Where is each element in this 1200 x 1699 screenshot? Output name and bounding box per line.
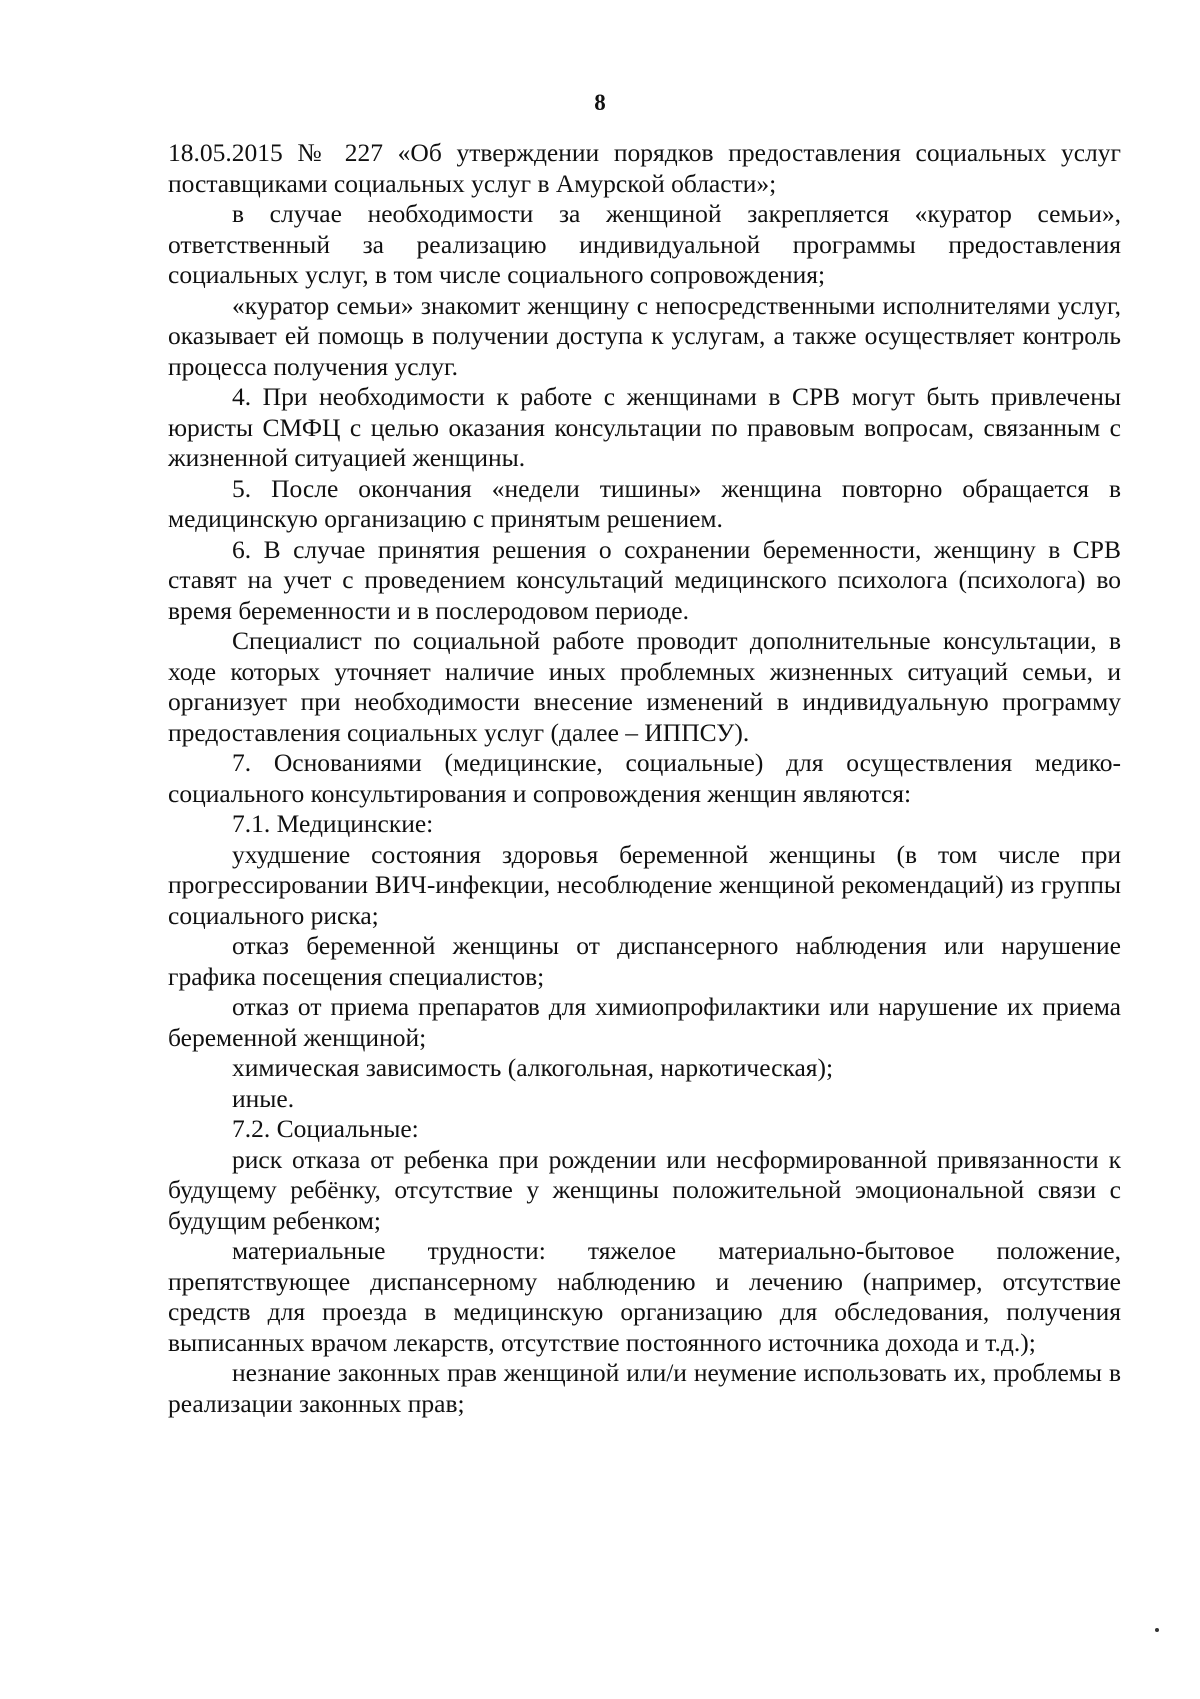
paragraph-social-worker: Специалист по социальной работе проводит дополнительные консультации, в ходе которых уточняет наличие иных проблемных жизненных ситуаций семьи, и организует при необходимости внесение изменений в индивидуальную программу предоставления социальных услуг (далее – ИППСУ). bbox=[168, 626, 1121, 747]
list-item: материальные трудности: тяжелое материально-бытовое положение, препятствующее диспансерному наблюдению и лечению (например, отсутствие средств для проезда в медицинскую организацию для обследования, получения выписанных врачом лекарств, отсутствие постоянного источника дохода и т.д.); bbox=[168, 1236, 1121, 1357]
paragraph-item-7: 7. Основаниями (медицинские, социальные) для осуществления медико-социального консультирования и сопровождения женщин являются: bbox=[168, 748, 1121, 808]
paragraph-item-5: 5. После окончания «недели тишины» женщина повторно обращается в медицинскую организацию с принятым решением. bbox=[168, 473, 1121, 533]
list-item: незнание законных прав женщиной или/и неумение использовать их, проблемы в реализации законных прав; bbox=[168, 1358, 1121, 1418]
list-item: иные. bbox=[232, 1083, 295, 1113]
list-item: ухудшение состояния здоровья беременной женщины (в том числе при прогрессировании ВИЧ-инфекции, несоблюдение женщиной рекомендаций) из группы социального риска; bbox=[168, 839, 1121, 930]
paragraph-item-6: 6. В случае принятия решения о сохранении беременности, женщину в СРВ ставят на учет с проведением консультаций медицинского психолога (психолога) во время беременности и в послеродовом периоде. bbox=[168, 534, 1121, 625]
heading-item-7-1: 7.1. Медицинские: bbox=[232, 809, 434, 838]
list-item: химическая зависимость (алкогольная, наркотическая); bbox=[232, 1053, 834, 1082]
page-number: 8 bbox=[594, 90, 606, 115]
paragraph-item-4: 4. При необходимости к работе с женщинами в СРВ могут быть привлечены юристы СМФЦ с целью оказания консультации по правовым вопросам, связанным с жизненной ситуацией женщины. bbox=[168, 382, 1121, 472]
paragraph-curator-duties: «куратор семьи» знакомит женщину с непосредственными исполнителями услуг, оказывает ей помощь в получении доступа к услугам, а также осуществляет контроль процесса получения услуг. bbox=[168, 290, 1121, 381]
list-item: отказ от приема препаратов для химиопрофилактики или нарушение их приема беременной женщиной; bbox=[168, 992, 1121, 1052]
list-item: отказ беременной женщины от диспансерного наблюдения или нарушение графика посещения специалистов; bbox=[168, 931, 1121, 991]
scan-speck bbox=[1155, 1628, 1159, 1632]
document-body bbox=[168, 138, 1121, 1419]
paragraph-order-reference: 18.05.2015 № 227 «Об утверждении порядков предоставления социальных услуг поставщиками социальных услуг в Амурской области»; bbox=[168, 138, 1121, 198]
heading-item-7-2: 7.2. Социальные: bbox=[232, 1114, 419, 1143]
list-item: риск отказа от ребенка при рождении или несформированной привязанности к будущему ребёнку, отсутствие у женщины положительной эмоциональной связи с будущим ребенком; bbox=[168, 1144, 1121, 1235]
paragraph-family-curator: в случае необходимости за женщиной закрепляется «куратор семьи», ответственный за реализацию индивидуальной программы предоставления социальных услуг, в том числе социального сопровождения; bbox=[168, 199, 1121, 289]
